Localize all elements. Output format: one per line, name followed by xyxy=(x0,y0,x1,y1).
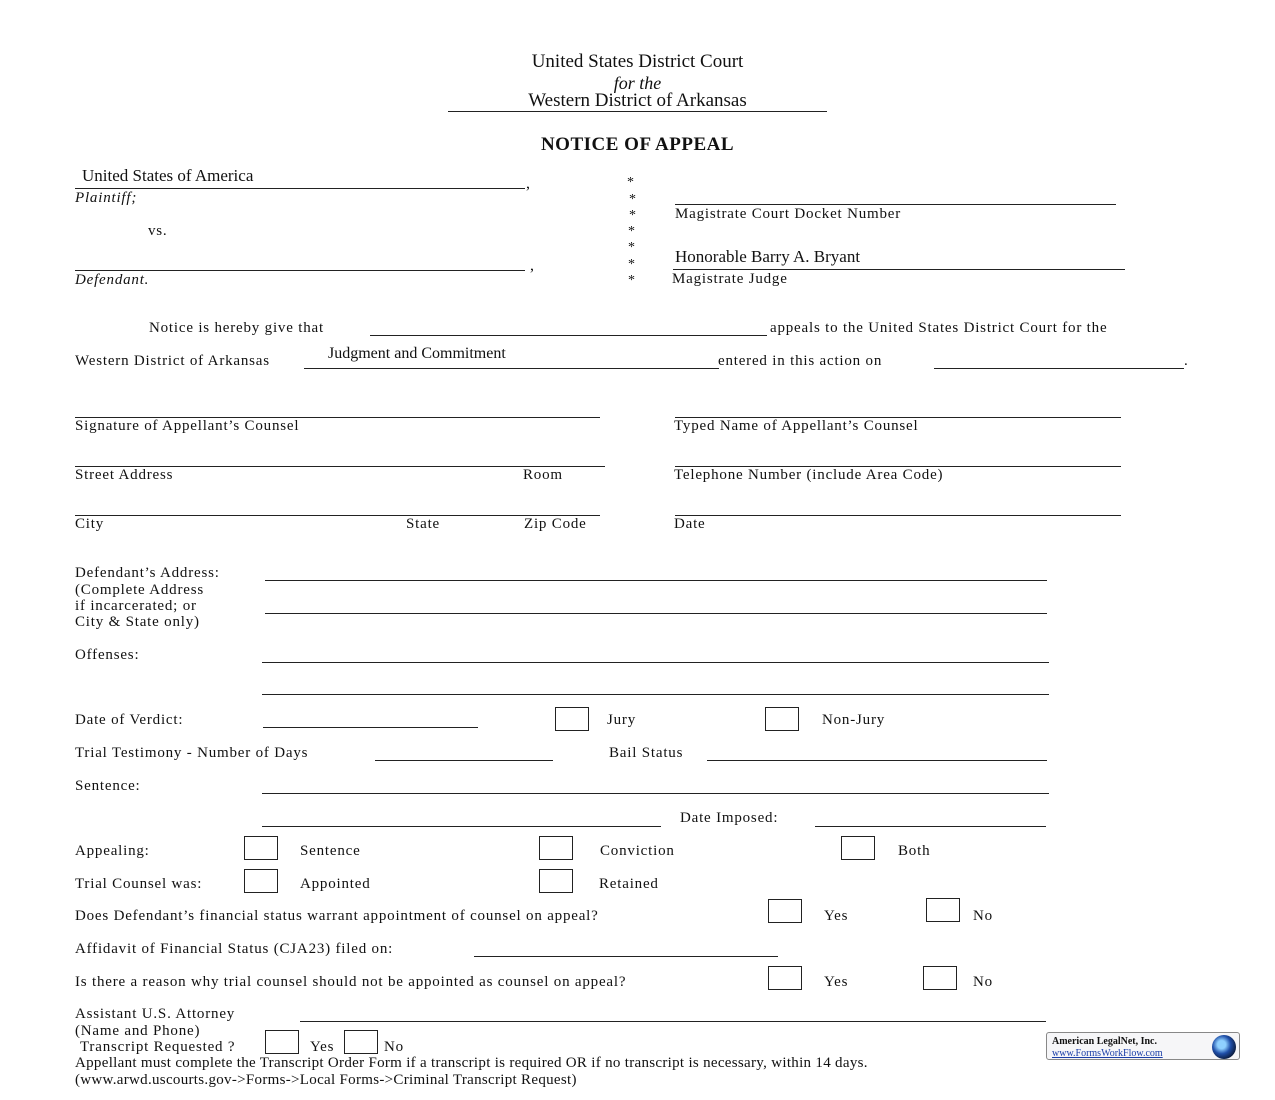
appointed-checkbox[interactable] xyxy=(244,869,278,893)
plaintiff-comma: , xyxy=(526,175,530,192)
header-rule xyxy=(448,111,827,112)
trial-counsel-label: Trial Counsel was: xyxy=(75,876,203,892)
vendor-badge[interactable] xyxy=(1046,1032,1240,1060)
conviction-checkbox[interactable] xyxy=(539,836,573,860)
telephone-label: Telephone Number (include Area Code) xyxy=(674,467,944,483)
name-phone-label: (Name and Phone) xyxy=(75,1023,201,1039)
separator-star: * xyxy=(628,257,635,272)
offenses-label: Offenses: xyxy=(75,647,140,663)
entered-date-field[interactable] xyxy=(934,347,1184,369)
affidavit-date-field[interactable] xyxy=(474,935,778,957)
defendant-field[interactable] xyxy=(75,249,525,271)
entered-label: entered in this action on xyxy=(718,353,883,369)
docket-number-label: Magistrate Court Docket Number xyxy=(675,206,902,222)
judge-label: Magistrate Judge xyxy=(672,271,788,287)
notice-prefix: Notice is hereby give that xyxy=(149,320,324,336)
separator-star: * xyxy=(628,273,635,288)
signature-label: Signature of Appellant’s Counsel xyxy=(75,418,300,434)
appointed-option-label: Appointed xyxy=(300,876,371,892)
separator-star: * xyxy=(628,224,635,239)
street-address-field[interactable] xyxy=(75,445,605,467)
for-the-text: for the xyxy=(613,73,662,93)
reason-question: Is there a reason why trial counsel should not be appointed as counsel on appeal? xyxy=(75,974,627,990)
defendant-comma: , xyxy=(530,257,534,274)
street-address-label: Street Address xyxy=(75,467,174,483)
separator-star: * xyxy=(628,240,635,255)
separator-star: * xyxy=(629,192,636,207)
judgment-field[interactable] xyxy=(304,347,719,369)
court-name: United States District Court xyxy=(531,51,744,72)
reason-no-label: No xyxy=(973,974,993,990)
conviction-option-label: Conviction xyxy=(600,843,675,859)
ausa-field[interactable] xyxy=(300,1000,1046,1022)
judge-value: Honorable Barry A. Bryant xyxy=(675,247,861,266)
transcript-yes-checkbox[interactable] xyxy=(265,1030,299,1054)
separator-star: * xyxy=(627,175,634,190)
offenses-line-2[interactable] xyxy=(262,673,1049,695)
plaintiff-field[interactable] xyxy=(75,167,525,189)
both-checkbox[interactable] xyxy=(841,836,875,860)
sentence-line-1[interactable] xyxy=(262,772,1049,794)
docket-number-field[interactable] xyxy=(675,183,1116,205)
financial-no-checkbox[interactable] xyxy=(926,898,960,922)
zip-code-label: Zip Code xyxy=(524,516,587,532)
defendant-label: Defendant. xyxy=(75,272,150,288)
non-jury-label: Non-Jury xyxy=(822,712,886,728)
appellant-name-field[interactable] xyxy=(370,314,767,336)
sentence-label: Sentence: xyxy=(75,778,141,794)
retained-option-label: Retained xyxy=(599,876,659,892)
notice-district: Western District of Arkansas xyxy=(75,353,270,369)
city-label: City xyxy=(75,516,105,532)
financial-status-question: Does Defendant’s financial status warrant appointment of counsel on appeal? xyxy=(75,908,599,924)
defendant-address-label: Defendant’s Address: xyxy=(75,565,220,581)
form-title: NOTICE OF APPEAL xyxy=(540,134,735,155)
sentence-option-label: Sentence xyxy=(300,843,361,859)
room-label: Room xyxy=(523,467,563,483)
trial-testimony-label: Trial Testimony - Number of Days xyxy=(75,745,309,761)
transcript-requested-label: Transcript Requested ? xyxy=(80,1039,236,1055)
state-label: State xyxy=(406,516,440,532)
defendant-address-note-3: City & State only) xyxy=(75,614,200,630)
date-of-verdict-field[interactable] xyxy=(263,706,478,728)
reason-yes-label: Yes xyxy=(824,974,849,990)
transcript-yes-label: Yes xyxy=(310,1039,335,1055)
defendant-address-note-2: if incarcerated; or xyxy=(75,598,197,614)
signature-field[interactable] xyxy=(75,396,600,418)
both-option-label: Both xyxy=(898,843,931,859)
vendor-name: American LegalNet, Inc. xyxy=(1052,1036,1157,1047)
defendant-address-line-2[interactable] xyxy=(265,592,1047,614)
date-imposed-label: Date Imposed: xyxy=(680,810,779,826)
date-of-verdict-label: Date of Verdict: xyxy=(75,712,184,728)
typed-name-field[interactable] xyxy=(675,396,1121,418)
ausa-label: Assistant U.S. Attorney xyxy=(75,1006,236,1022)
affidavit-label: Affidavit of Financial Status (CJA23) filed on: xyxy=(75,941,394,957)
date-field[interactable] xyxy=(675,494,1121,516)
appealing-label: Appealing: xyxy=(75,843,150,859)
transcript-no-label: No xyxy=(384,1039,404,1055)
plaintiff-label: Plaintiff; xyxy=(75,190,138,206)
vendor-link[interactable]: www.FormsWorkFlow.com xyxy=(1052,1048,1163,1059)
transcript-instruction: Appellant must complete the Transcript Order Form if a transcript is required OR if no transcript is necessary, within 14 days. xyxy=(75,1055,868,1071)
typed-name-label: Typed Name of Appellant’s Counsel xyxy=(674,418,919,434)
trial-testimony-field[interactable] xyxy=(375,739,553,761)
transcript-path: (www.arwd.uscourts.gov->Forms->Local Forms->Criminal Transcript Request) xyxy=(75,1072,577,1088)
telephone-field[interactable] xyxy=(675,445,1121,467)
defendant-address-line-1[interactable] xyxy=(265,559,1047,581)
notice-period: . xyxy=(1184,353,1189,369)
judge-field[interactable] xyxy=(673,248,1125,270)
globe-logo-icon xyxy=(1212,1035,1236,1059)
sentence-checkbox[interactable] xyxy=(244,836,278,860)
plaintiff-value: United States of America xyxy=(82,166,254,185)
date-label: Date xyxy=(674,516,706,532)
notice-suffix: appeals to the United States District Court for the xyxy=(770,320,1108,336)
financial-yes-label: Yes xyxy=(824,908,849,924)
reason-yes-checkbox[interactable] xyxy=(768,966,802,990)
bail-status-field[interactable] xyxy=(707,739,1047,761)
reason-no-checkbox[interactable] xyxy=(923,966,957,990)
non-jury-checkbox[interactable] xyxy=(765,707,799,731)
defendant-address-note-1: (Complete Address xyxy=(75,582,205,598)
vs-label: vs. xyxy=(148,223,168,239)
retained-checkbox[interactable] xyxy=(539,869,573,893)
bail-status-label: Bail Status xyxy=(609,745,684,761)
date-imposed-field[interactable] xyxy=(815,805,1046,827)
transcript-no-checkbox[interactable] xyxy=(344,1030,378,1054)
financial-no-label: No xyxy=(973,908,993,924)
offenses-line-1[interactable] xyxy=(262,641,1049,663)
financial-yes-checkbox[interactable] xyxy=(768,899,802,923)
jury-checkbox[interactable] xyxy=(555,707,589,731)
city-state-zip-field[interactable] xyxy=(75,494,600,516)
jury-label: Jury xyxy=(607,712,637,728)
judgment-value: Judgment and Commitment xyxy=(328,345,506,362)
sentence-line-2[interactable] xyxy=(262,805,661,827)
district-name: Western District of Arkansas xyxy=(528,90,747,111)
separator-star: * xyxy=(629,208,636,223)
